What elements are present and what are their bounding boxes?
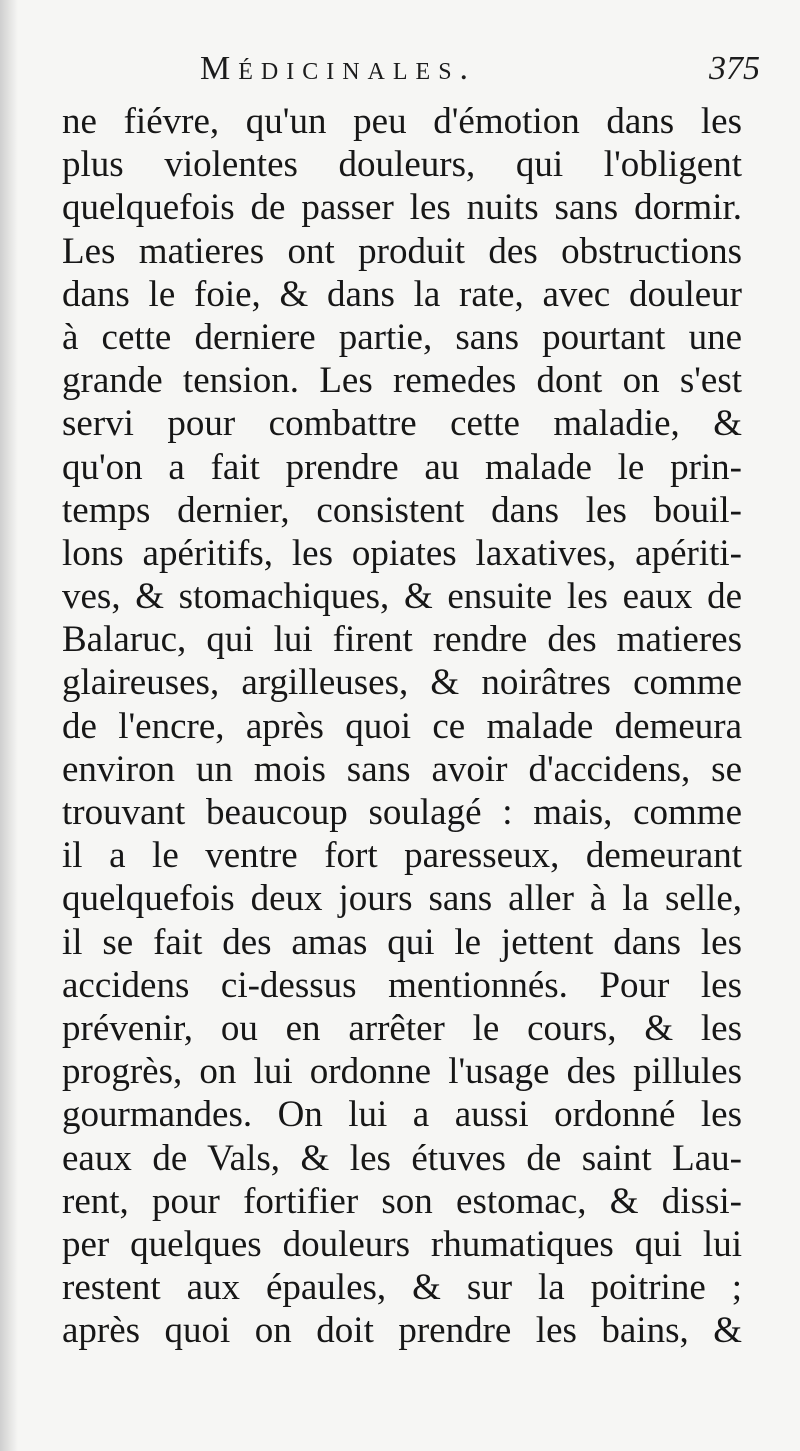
page-number: 375 xyxy=(709,50,760,87)
text-line: il a le ventre fort paresseux, demeurant xyxy=(62,835,742,877)
text-line: de l'encre, après quoi ce malade demeura xyxy=(62,705,742,747)
text-line: accidens ci-dessus mentionnés. Pour les xyxy=(62,964,742,1006)
text-line: lons apéritifs, les opiates laxatives, apériti- xyxy=(62,532,742,574)
text-line: dans le foie, & dans la rate, avec douleur xyxy=(62,273,742,315)
text-line: servi pour combattre cette maladie, & xyxy=(62,403,742,445)
page-gutter xyxy=(0,0,18,1451)
body-text xyxy=(62,100,742,1352)
text-line: après quoi on doit prendre les bains, & xyxy=(62,1310,742,1352)
text-line: ne fiévre, qu'un peu d'émotion dans les xyxy=(62,101,742,142)
text-line: plus violentes douleurs, qui l'obligent xyxy=(62,144,742,186)
text-line: restent aux épaules, & sur la poitrine ; xyxy=(62,1267,742,1309)
running-head: Médicinales. xyxy=(200,50,477,87)
text-line: à cette derniere partie, sans pourtant une xyxy=(62,316,742,358)
text-line: progrès, on lui ordonne l'usage des pillules xyxy=(62,1051,742,1093)
text-line: per quelques douleurs rhumatiques qui lui xyxy=(62,1223,742,1265)
text-line: environ un mois sans avoir d'accidens, se xyxy=(62,748,742,790)
text-line: quelquefois deux jours sans aller à la selle, xyxy=(62,878,742,920)
text-line: quelquefois de passer les nuits sans dormir. xyxy=(62,187,742,229)
text-line: ves, & stomachiques, & ensuite les eaux de xyxy=(62,576,742,618)
page-header xyxy=(200,50,760,94)
text-line: qu'on a fait prendre au malade le prin- xyxy=(62,446,742,488)
text-line: gourmandes. On lui a aussi ordonné les xyxy=(62,1094,742,1136)
text-line: il se fait des amas qui le jettent dans les xyxy=(62,921,742,963)
text-line: Les matieres ont produit des obstructions xyxy=(62,230,742,272)
text-line: Balaruc, qui lui firent rendre des matieres xyxy=(62,619,742,661)
text-line: temps dernier, consistent dans les bouil- xyxy=(62,489,742,531)
text-line: trouvant beaucoup soulagé : mais, comme xyxy=(62,792,742,833)
text-line: prévenir, ou en arrêter le cours, & les xyxy=(62,1007,742,1049)
text-line: eaux de Vals, & les étuves de saint Lau- xyxy=(62,1137,742,1179)
text-line: rent, pour fortifier son estomac, & dissi- xyxy=(62,1180,742,1222)
text-line: grande tension. Les remedes dont on s'est xyxy=(62,360,742,402)
text-line: glaireuses, argilleuses, & noirâtres comme xyxy=(62,662,742,704)
